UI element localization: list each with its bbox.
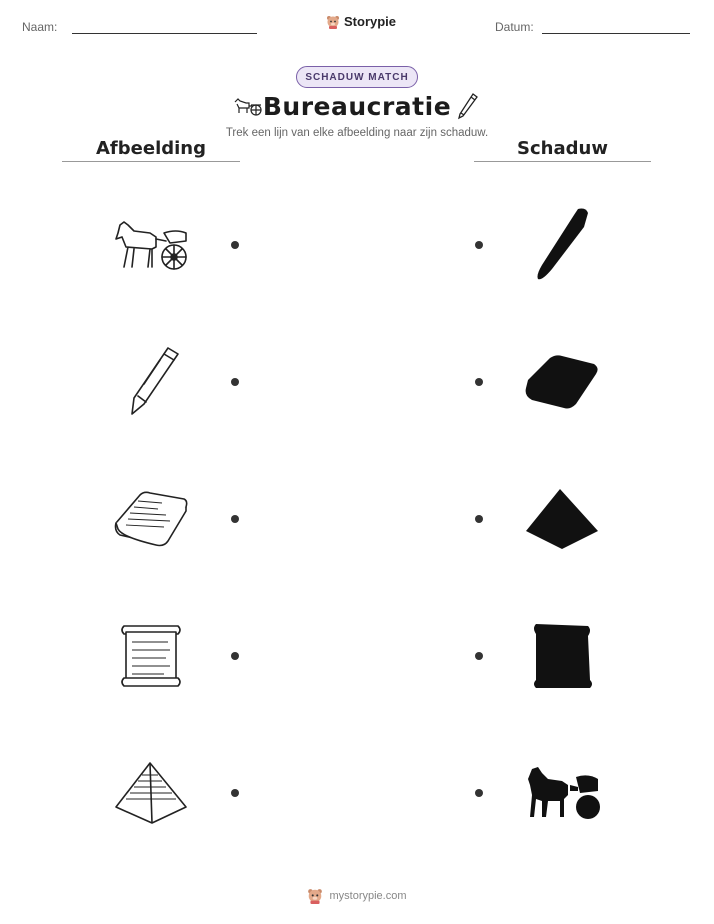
name-input-line[interactable] — [72, 33, 257, 34]
clay-tablet-icon — [110, 477, 194, 561]
right-dot-2[interactable] — [475, 378, 483, 386]
brand-name: Storypie — [344, 14, 397, 29]
pyramid-icon — [110, 751, 194, 835]
right-dot-1[interactable] — [475, 241, 483, 249]
left-dot-3[interactable] — [231, 515, 239, 523]
right-column-rule — [474, 161, 651, 162]
footer — [0, 888, 714, 904]
instructions: Trek een lijn van elke afbeelding naar zijn schaduw. — [225, 127, 489, 139]
scroll-shadow — [520, 614, 604, 698]
pen-icon — [110, 340, 194, 424]
left-column-rule — [62, 161, 240, 162]
date-label: Datum: — [495, 20, 534, 34]
left-dot-4[interactable] — [231, 652, 239, 660]
clay-tablet-shadow — [520, 340, 604, 424]
right-dot-3[interactable] — [475, 515, 483, 523]
left-dot-5[interactable] — [231, 789, 239, 797]
pyramid-shadow — [520, 477, 604, 561]
left-column-heading: Afbeelding — [96, 138, 206, 159]
chariot-shadow — [520, 751, 604, 835]
left-dot-1[interactable] — [231, 241, 239, 249]
left-dot-2[interactable] — [231, 378, 239, 386]
right-dot-5[interactable] — [475, 789, 483, 797]
right-dot-4[interactable] — [475, 652, 483, 660]
name-label: Naam: — [22, 20, 58, 34]
footer-url[interactable]: mystorypie.com — [329, 890, 407, 902]
page-title: Bureaucratie — [262, 92, 452, 121]
pen-shadow — [520, 203, 604, 287]
right-column-heading: Schaduw — [517, 138, 608, 159]
scroll-icon — [110, 614, 194, 698]
date-input-line[interactable] — [542, 33, 690, 34]
bear-footer-icon — [307, 888, 323, 904]
bear-logo-icon — [326, 15, 340, 29]
worksheet-type-badge: SCHADUW MATCH — [296, 66, 418, 88]
pen-decor-icon — [455, 92, 479, 122]
chariot-icon — [110, 203, 194, 287]
brand-logo — [326, 14, 396, 29]
